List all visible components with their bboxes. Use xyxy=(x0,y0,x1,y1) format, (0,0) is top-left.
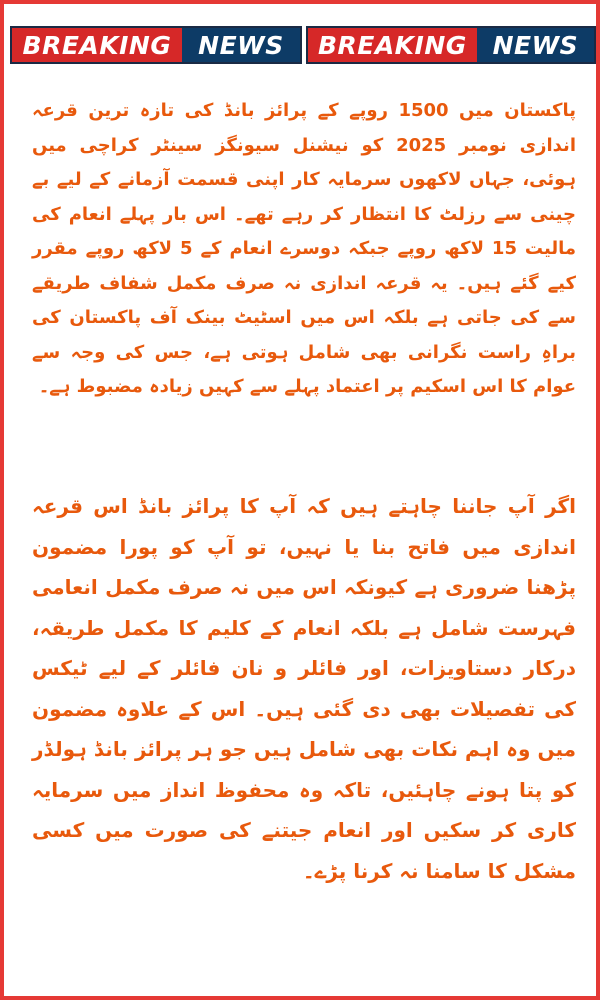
breaking-news-banner-right xyxy=(306,26,596,64)
banner-word-news: NEWS xyxy=(477,28,594,62)
banner-word-news: NEWS xyxy=(182,28,300,62)
breaking-news-banner-left xyxy=(10,26,302,64)
breaking-news-header xyxy=(10,26,598,64)
article-paragraph-1: پاکستان میں 1500 روپے کے پرائز بانڈ کی تازہ ترین قرعہ اندازی نومبر 2025 کو نیشنل سیونگز سینٹر کراچی میں ہوئی، جہاں لاکھوں سرمایہ کار اپنی قسمت آزمانے کے لیے بے چینی سے رزلٹ کا انتظار کر رہے تھے۔ اس بار پہلے انعام کی مالیت 15 لاکھ روپے جبکہ دوسرے انعام کے 5 لاکھ روپے مقرر کیے گئے ہیں۔ یہ قرعہ اندازی نہ صرف مکمل شفاف طریقے سے کی جاتی ہے بلکہ اس میں اسٹیٹ بینک آف پاکستان کی براہِ راست نگرانی بھی شامل ہوتی ہے، جس کی وجہ سے عوام کا اس اسکیم پر اعتماد پہلے سے کہیں زیادہ مضبوط ہے۔ xyxy=(32,100,576,397)
banner-word-breaking: BREAKING xyxy=(12,28,182,62)
banner-word-breaking: BREAKING xyxy=(308,28,477,62)
article-paragraph-2: اگر آپ جاننا چاہتے ہیں کہ آپ کا پرائز بانڈ اس قرعہ اندازی میں فاتح بنا یا نہیں، تو آپ کو پورا مضمون پڑھنا ضروری ہے کیونکہ اس میں نہ صرف مکمل انعامی فہرست شامل ہے بلکہ انعام کے کلیم کا مکمل طریقہ، درکار دستاویزات، اور فائلر و نان فائلر کے لیے ٹیکس کی تفصیلات بھی دی گئی ہیں۔ اس کے علاوہ مضمون میں وہ اہم نکات بھی شامل ہیں جو ہر پرائز بانڈ ہولڈر کو پتا ہونے چاہئیں، تاکہ وہ محفوظ انداز میں سرمایہ کاری کر سکیں اور انعام جیتنے کی صورت میں کسی مشکل کا سامنا نہ کرنا پڑے۔ xyxy=(32,494,576,883)
